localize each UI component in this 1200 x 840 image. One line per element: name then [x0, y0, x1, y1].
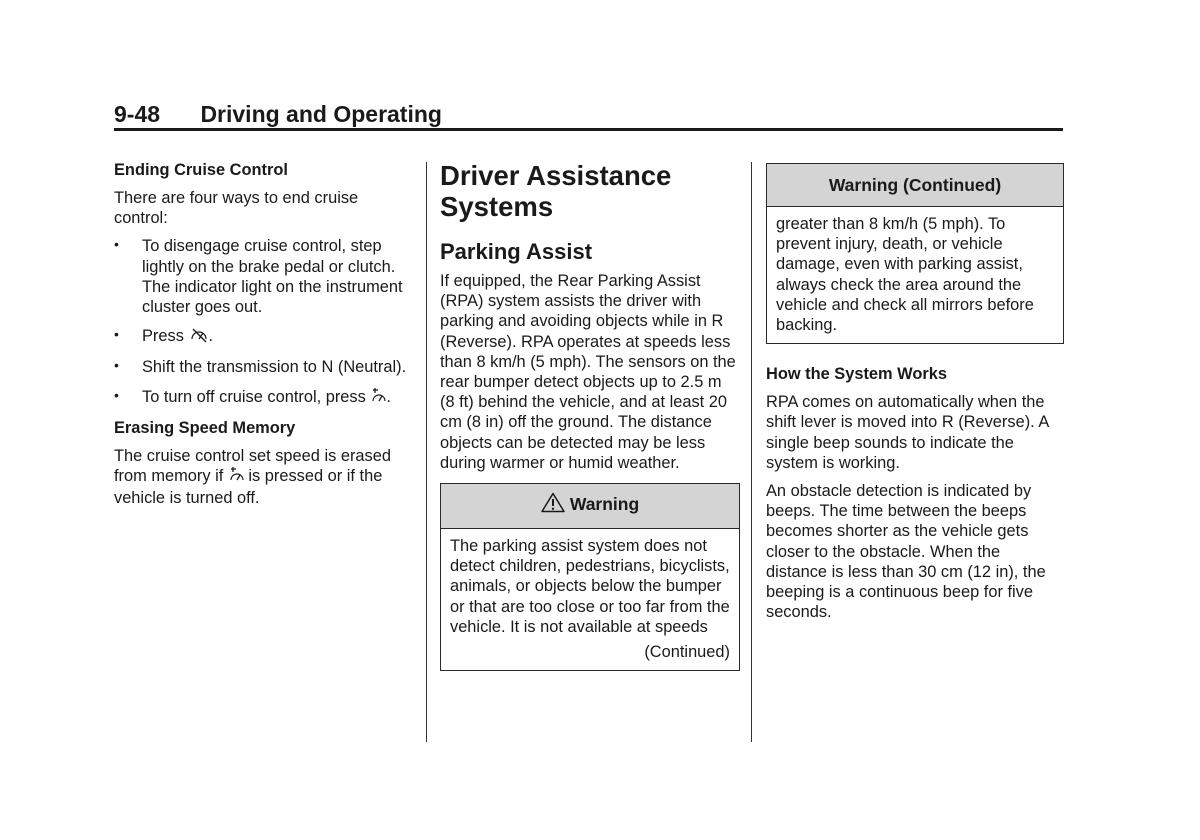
erasing-speed-text: The cruise control set speed is erased from memory if is pressed or if the vehicle is turned off.: [114, 446, 391, 508]
cruise-cancel-icon: [190, 327, 208, 348]
column-2: [440, 160, 740, 671]
ending-cruise-list: [114, 236, 414, 408]
warning-header: [441, 484, 739, 529]
column-3: [766, 160, 1064, 630]
warning-box: [440, 483, 740, 671]
list-item: • Press .: [114, 326, 414, 348]
bullet-mark: •: [114, 236, 119, 253]
warning-body: The parking assist system does not detect children, pedestrians, bicyclists, animals, or objects below the bumper or that are too close or too far from the vehicle. It is not available at speeds (Continued): [450, 537, 730, 662]
erasing-speed-heading: Erasing Speed Memory: [114, 418, 296, 437]
ending-cruise-heading: Ending Cruise Control: [114, 161, 288, 179]
cruise-onoff-icon: [230, 466, 244, 488]
section-title: Driving and Operating: [200, 101, 442, 127]
column-1: [114, 160, 414, 516]
chapter-title: Driver Assistance Systems: [440, 160, 672, 222]
how-system-works-heading: How the System Works: [766, 365, 947, 384]
bullet-mark: •: [114, 357, 119, 374]
warning-box-continued: [766, 163, 1064, 344]
list-item: • Shift the transmission to N (Neutral).: [114, 357, 407, 377]
how-system-works-para-1: RPA comes on automatically when the shift lever is moved into R (Reverse). A single beep sounds to indicate the system is working.: [766, 393, 1049, 472]
warning-title: Warning: [569, 494, 640, 515]
page-number: 9-48: [114, 101, 161, 127]
ending-cruise-intro: There are four ways to end cruise control:: [114, 189, 359, 228]
cruise-onoff-icon: [372, 387, 386, 409]
bullet-mark: •: [114, 326, 119, 343]
column-divider: [426, 162, 427, 742]
bullet-mark: •: [114, 386, 119, 403]
warning-triangle-icon: [541, 492, 565, 518]
parking-assist-body: If equipped, the Rear Parking Assist (RPA) system assists the driver with parking and avoiding objects while in R (Reverse). RPA operates at speeds less than 8 km/h (5 mph). The sensors on the rear bumper detect objects up to 2.5 m (8 ft) behind the vehicle, and at least 20 cm (8 in) off the ground. The distance objects can be detected may be less during warmer or humid weather.: [440, 272, 736, 472]
header-rule: [114, 128, 1063, 131]
warning-header: Warning (Continued): [767, 164, 1063, 207]
list-item: • To disengage cruise control, step lightly on the brake pedal or clutch. The indicator light on the instrument cluster goes out.: [114, 236, 403, 317]
how-system-works-para-2: An obstacle detection is indicated by beeps. The time between the beeps becomes shorter as the vehicle gets closer to the obstacle. When the distance is less than 30 cm (12 in), the beeping is a continuous beep for five seconds.: [766, 482, 1046, 622]
continued-label: (Continued): [644, 643, 730, 662]
warning-body: greater than 8 km/h (5 mph). To prevent injury, death, or vehicle damage, even with parking assist, always check the area around the vehicle and check all mirrors before backing.: [776, 215, 1034, 335]
column-divider: [751, 162, 752, 742]
page-header: [114, 99, 1063, 129]
section-heading: Parking Assist: [440, 239, 593, 264]
list-item: • To turn off cruise control, press .: [114, 387, 414, 409]
